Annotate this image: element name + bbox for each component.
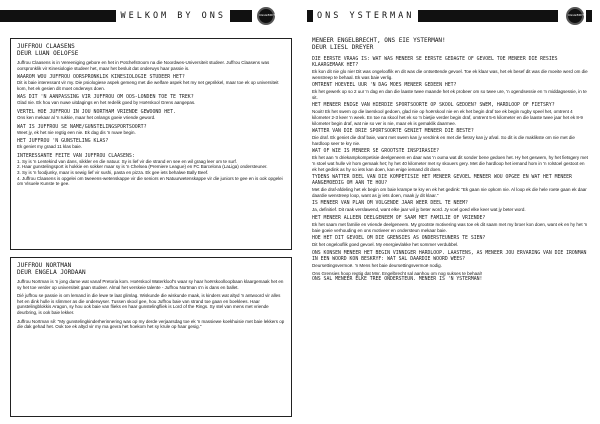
closing-text: Ons Grensies hoop regtig dat Mnr. Engelbrecht sal aanhou om nog sukses te behaal! <box>312 271 482 277</box>
article-paragraph: Juffrou Nortman is 'n jong dame wat vanaf Pretoria kom. Hoërskool Waterkloof's waar sy haar hoërskoolloopbaan klaargemaak het en sy het toe verder op universiteit gaan studeer. Almal het verskeie talente - Juffrou Nortman s'n is dans en ballet. <box>17 279 284 290</box>
fact-item: 4. Juffrou Claasens is opgelei om tweeens-wetenskappe vir die seniors en Natuurwetenskappe vir die juniors te gee en is ook opgelei om Visuele Kunste te gee. <box>17 175 283 187</box>
right-banner-title: ONS YSTERMAN <box>313 10 418 22</box>
article-nortman <box>10 257 292 417</box>
question: WAT IS JUFFROU SE NAME/GUNSTELINGSPORTSOORT? <box>17 123 147 130</box>
answer: Dit het ongelooflik goed gevoel. My energievlakke het sommer verdubbel. <box>312 242 459 248</box>
logo-text: CELEBRITY <box>568 13 587 17</box>
answer: Met die draf-afdeling het ek begin om baie krampe te kry en ek het gedink: "Ek gaan nie opkom nie. Al loop ek die hele roete gaan ek daar daardie wenstreep loop, want as jy iets doen, maak jy dit klaar." <box>312 187 587 198</box>
question: HET JUFFROU 'N GUNSTELING KLAS? <box>17 138 109 145</box>
article-byline: DEUR LIESL DREYER <box>312 44 374 51</box>
answer: Ek het saam met familie en vriende deelgeneem. My grootste motivering was toe ek dit saam met my broer kon doen, want ek en hy het 'n baie goeie verhouding en ons motiveer en ondersteun mekaar baie. <box>312 221 588 233</box>
article-title: JUFFROU CLAASENS <box>17 43 75 50</box>
article-intro: Juffrou Claasens is in Vereeniging gebore en het in Potchefstroom na die Noordwes-Universiteit studeer. Juffrou Claasens was oorspronklik vir Kinesiologie studeer het, maar het besluit dat onderwys haar passie is. <box>17 60 270 71</box>
fact-item: 2. Haar gunstelingsport is hokkie en sokker maar sy is 'n Chelsea (Premiere League) en FC Barcelona (LaLiga) ondersteuner. <box>17 164 268 170</box>
answer: Nooit! Ek het swem op die laerskool gedoen, glad nie op hoërskool nie en ek het begin draf toe ek begin rugby speel het, omtrent 4 kilometer 2-3 keer 'n week. En toe na skool het ek so 'n bietjie verder begin draf, omtrent 5-6 kilometer en die laaste twee jaar het ek 8-9 kilometer begin draf, wat nie so ver is nie, maar ek is gemaklik daarmee. <box>312 109 583 126</box>
celebrity-logo-icon <box>257 7 278 25</box>
question: HOE HET DIT GEVOEL OM DIE GRENSIES AS ONDERSTEUNERS TE SIEN? <box>312 236 486 242</box>
fact-item: 3. Sy is 'n foodjunky, maar is sewig lief vir sushi, pasta en pizza. Ek gee iets behalwe Bally Beef. <box>17 169 209 175</box>
answer: Ons ken mekaar al 'n rukkie, maar het onlangs goeie vriende geword. <box>17 114 156 120</box>
answer: Ek het aan 'n driekampkompetisie deelgeneem en daar was 'n ouma wat dit sonder bene gedoen het. Hy het geswem, hy het fietsgery met 'n stoel wat hulle vir hom gemaak het; hy het 40 kilometer met sy skouers gery. Met die hardloop het iemand hom in 'n rolstoel gestoot en ek het gedink as hy so iets kan doen, kan enige iemand dit doen. <box>312 155 588 172</box>
answer: Ek het gewerk op so 2 uur 'n dag en dan die laaste twee maande het ek probeer om so twee ure, 'n ogendsessie en 'n middagsessie, in te sit. <box>312 89 587 100</box>
question: DIE EERSTE VRAAG IS: WAT WAS MENEER SE EERSTE GEDAGTE OF GEVOEL TOE MENEER DIE RESIES KLAARGEMAAK HET? <box>312 57 558 68</box>
answer: Weet jy, ek het nie regtig een nie. Ek dag dis 'n nuwe begin. <box>17 129 136 135</box>
article-title: MENEER ENGELBRECHT, ONS EIE YSTERMAN! <box>312 37 446 44</box>
question: HET MENEER ENIGE VAN HIERDIE SPORTSOORTE OP SKOOL GEDOEN? SWEM, HARDLOOP OF FIETSRY? <box>312 103 555 109</box>
answer: Ja, definitief. Dit raak verslawend, want elke jaar wil jy beter word. Jy voel goed elke keer wat jy beter word. <box>312 207 526 213</box>
fact-item: 1. Sy is 'n Lentekind van dans, sikkler en die natuur. Sy is lief vir die strand en see en wil graag leer om te surf. <box>17 158 237 164</box>
right-banner-tail <box>586 10 592 22</box>
closing-caps: ONS SAL MENEER ELKE TREE ONDERSTEUN. MENEER IS 'N YSTERMAN! <box>312 276 483 282</box>
logo-text: CELEBRITY <box>259 13 278 17</box>
facts-title: INTERESSANTE FEITE VAN JUFFROU CLAASENS: <box>17 152 135 159</box>
left-banner-tail <box>238 10 252 22</box>
answer: Deursettingsvermoë. 'n Mens het baie deursettingsvermoë nodig. <box>312 262 442 268</box>
question: VERTEL HOE JUFFROU IN JOU NORTHAM VRIENDE GEWOOND HET. <box>17 108 176 115</box>
article-claasens <box>10 38 292 250</box>
answer: Dit is baie interessant vir my. Die psiologiese aspek gemeng met die welfare aspek het my net geprikkel, maar toe ek op universiteit kom, het ek gesien dit moet onderwys doen. <box>17 80 279 91</box>
answer: Ek kon dit nie glo nie! Dit was ongelooflik en dit was die ontsettende gevoel. Toe ek klaar was, het ek besef dit was die moeite werd om die wenstreep te behaal. Ek was baie verlig. <box>312 69 588 80</box>
left-banner-bar <box>0 10 238 22</box>
question: WAS DIT 'N AANPASSING VIR JUFFROU OM OOS-LONDEN TOE TE TREK? <box>17 94 194 101</box>
article-byline: DEUR LUAN OELOFSE <box>17 50 79 57</box>
question: WAT OF WIE IS MENEER SE GROOTSTE INSPIRASIE? <box>312 149 440 155</box>
article-paragraph: Dié juffrou se passie is om lemand in die lewe te laat glimlag. Wiskunde die wiskunde maak, is kinders wat altyd 'n antwoord vir alles het en dink hulle is slimmer as die onderwyser. Tussen skool gee, hou Juffrou baie van strand toe gaan en boeklees. Haar gunstelingblokkis Aragon, sy hou ook baie van flieks en haar gunstelingfliek is Lord of the Rings. Sy stel van mens met vriende deurbring, is ook baie lekker. <box>17 293 281 315</box>
article-engelbrecht <box>312 37 590 283</box>
question: ONS KONSEN MENEER HET BEGIN VINNIGER HARDLOOP. LAASTENS, AS MENEER JOU ERVARING VAN DIE IRONMAN IN EEN WOORD KON BESKRYF: WAT SAL DAARDIE WOORD WEES? <box>312 250 587 262</box>
answer: Ek geniet my graad 11 klas baie. <box>17 144 82 150</box>
question: WAAROM WOU JUFFROU OORSPRONKLIK KINESIOLOGIE STUDEER HET? <box>17 74 185 81</box>
right-page <box>300 0 600 424</box>
article-title: JUFFROU NORTMAN <box>17 262 72 269</box>
question: IS MENEER VAN PLAN OM VOLGENDE JAAR WEER DEEL TE NEEM? <box>312 201 468 207</box>
question: OMTRENT HOEVEEL UUR 'N DAG MOES MENEER GEDEEN HET? <box>312 83 457 89</box>
article-paragraph: Juffrou Nortman sê: "My gunstelingkinderherinnering was op my derde verjaarsdag toe ek 'n massiewe koekhuisie met baie lekkers op die dak gehad het. Ook toe ek altyd vir my ma gevra het hoekom het sy krule op haar gesig." <box>17 318 285 330</box>
question: WATTER VAN DIE DRIE SPORTSOORTE GENIET MENEER DIE BESTE? <box>312 129 474 135</box>
answer: Glad nie. Ek hou van nuwe uitdagings en het redelik goed by Hoërskool Grens aangepas. <box>17 100 196 106</box>
article-byline: DEUR ENGELA JORDAAN <box>17 269 86 276</box>
question: TYDENS WATTER DEEL VAN DIE KOMPETISIE HET MENEER GEVOEL MENEER WOU OPGEE EN WAT HET MENEER AANGEMOEDIG OM AAN TE HOU? <box>312 175 572 187</box>
question: HET MENEER ALLEEN DEELGENEEM OF SAAM MET FAMILIE OF VRIENDE? <box>312 215 486 221</box>
celebrity-logo-icon <box>566 7 587 25</box>
left-banner-title: WELKOM BY ONS <box>116 10 230 22</box>
right-banner-bar <box>307 10 558 22</box>
answer: Die draf. Ek geniet die draf baie, want met swem kan jy verdrink en met die fietsry kan jy afval. So dit is die maklikste om nie met die hardloop seer te kry nie. <box>312 135 575 146</box>
